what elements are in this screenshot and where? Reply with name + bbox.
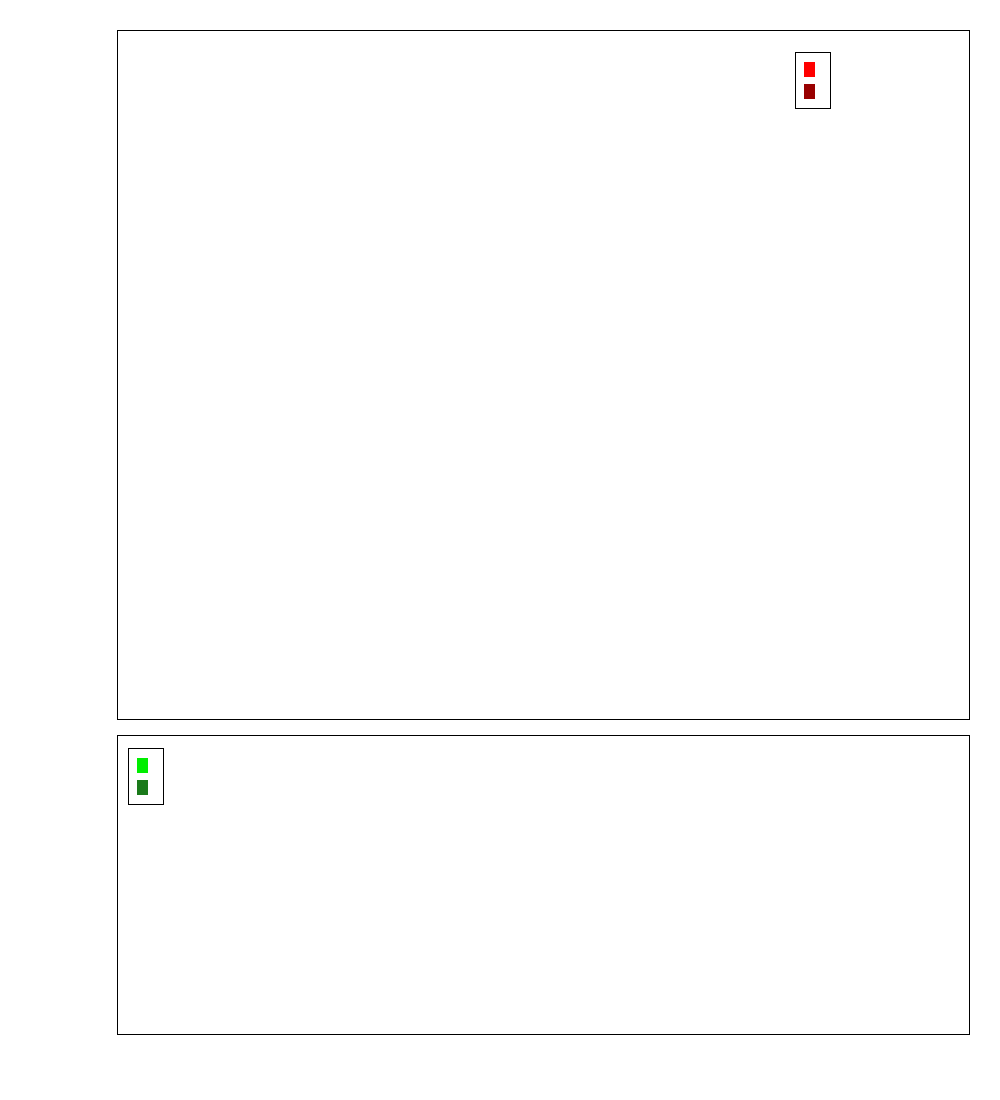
legend-item-utilized-ruptures [137,776,155,798]
legend-incremental-rate [795,52,831,109]
legend-item-available-ruptures [137,754,155,776]
incremental-rate-chart [117,30,970,720]
available-ruptures-color-swatch [137,758,148,773]
rupture-count-chart [117,735,970,1035]
participation-color-swatch [804,62,815,77]
nucleation-color-swatch [804,84,815,99]
legend-rupture-count [128,748,164,805]
legend-item-participation [804,58,822,80]
legend-item-nucleation [804,80,822,102]
utilized-ruptures-color-swatch [137,780,148,795]
